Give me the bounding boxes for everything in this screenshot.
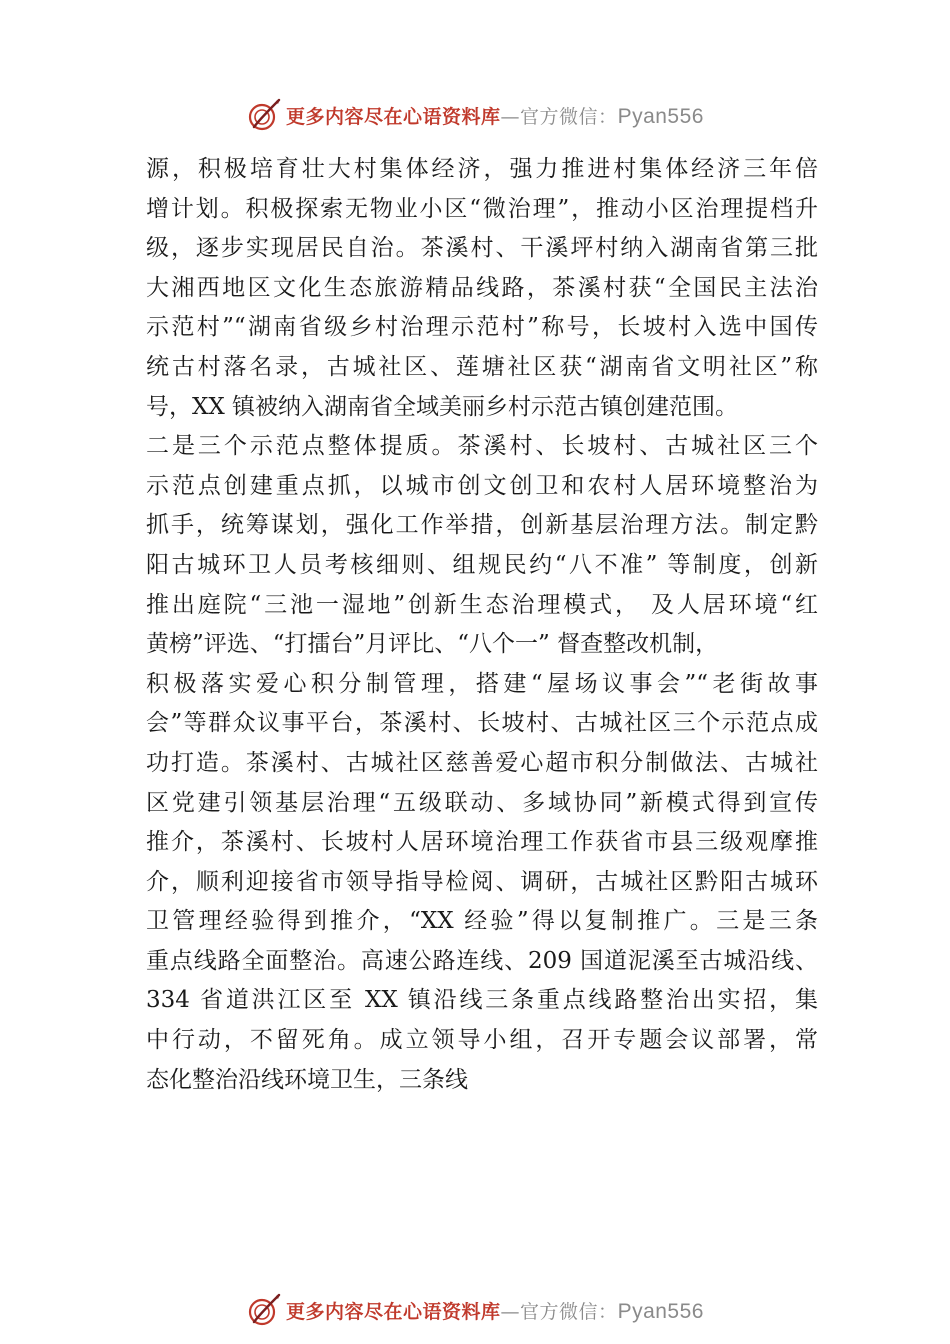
text-line: 积极落实爱心积分制管理，搭建“屋场议事会”“老街故事 xyxy=(146,670,818,697)
footer-watermark xyxy=(0,1290,950,1330)
text-line: 介，顺利迎接省市领导指导检阅、调研，古城社区黔阳古城环 xyxy=(146,868,818,895)
text-line: 功打造。茶溪村、古城社区慈善爱心超市积分制做法、古城社 xyxy=(146,749,818,776)
text-line: 会”等群众议事平台，茶溪村、长坡村、古城社区三个示范点成 xyxy=(146,710,818,737)
watermark-wechat-id: Pyan556 xyxy=(617,1299,704,1323)
text-line: 卫管理经验得到推介，“XX 经验”得以复制推广。三是三条 xyxy=(146,908,818,935)
watermark-separator: —官方微信： xyxy=(500,105,618,128)
text-line: 态化整治沿线环境卫生，三条线 xyxy=(146,1066,468,1093)
text-line: 示范村”“湖南省级乡村治理示范村”称号，长坡村入选中国传 xyxy=(146,314,818,341)
text-line: 阳古城环卫人员考核细则、组规民约“八不准” 等制度，创新 xyxy=(146,551,818,578)
watermark-title: 更多内容尽在心语资料库 xyxy=(286,1300,501,1323)
text-line: 号，XX 镇被纳入湖南省全域美丽乡村示范古镇创建范围。 xyxy=(146,393,739,420)
text-line: 推介，茶溪村、长坡村人居环境治理工作获省市县三级观摩推 xyxy=(146,829,818,856)
text-line: 推出庭院“三池一湿地”创新生态治理模式， 及人居环境“红 xyxy=(146,591,818,618)
text-line: 重点线路全面整治。高速公路连线、209 国道泥溪至古城沿线、 xyxy=(146,947,818,974)
text-line: 级，逐步实现居民自治。茶溪村、干溪坪村纳入湖南省第三批 xyxy=(146,235,818,262)
watermark-wechat-id: Pyan556 xyxy=(617,104,704,128)
text-line: 区党建引领基层治理“五级联动、多域协同”新模式得到宣传 xyxy=(146,789,818,816)
text-line: 示范点创建重点抓，以城市创文创卫和农村人居环境整治为 xyxy=(146,472,818,499)
text-line: 中行动，不留死角。成立领导小组，召开专题会议部署，常 xyxy=(146,1027,818,1054)
text-line: 334 省道洪江区至 XX 镇沿线三条重点线路整治出实招，集 xyxy=(146,987,818,1014)
text-line: 抓手，统筹谋划，强化工作举措，创新基层治理方法。制定黔 xyxy=(146,512,818,539)
text-line: 源，积极培育壮大村集体经济，强力推进村集体经济三年倍 xyxy=(146,156,818,182)
text-line: 黄榜”评选、“打擂台”月评比、“八个一” 督查整改机制， xyxy=(146,631,719,658)
text-line: 增计划。积极探索无物业小区“微治理”，推动小区治理提档升 xyxy=(146,195,818,222)
watermark-title: 更多内容尽在心语资料库 xyxy=(286,105,501,128)
brush-logo-icon xyxy=(246,97,282,133)
brush-logo-icon xyxy=(246,1292,282,1328)
text-line: 统古村落名录，古城社区、莲塘社区获“湖南省文明社区”称 xyxy=(146,353,818,380)
header-watermark xyxy=(0,95,950,135)
watermark-separator: —官方微信： xyxy=(500,1300,618,1323)
text-line: 二是三个示范点整体提质。茶溪村、长坡村、古城社区三个 xyxy=(146,433,818,460)
document-body xyxy=(146,150,818,1100)
text-line: 大湘西地区文化生态旅游精品线路，茶溪村获“全国民主法治 xyxy=(146,274,818,301)
